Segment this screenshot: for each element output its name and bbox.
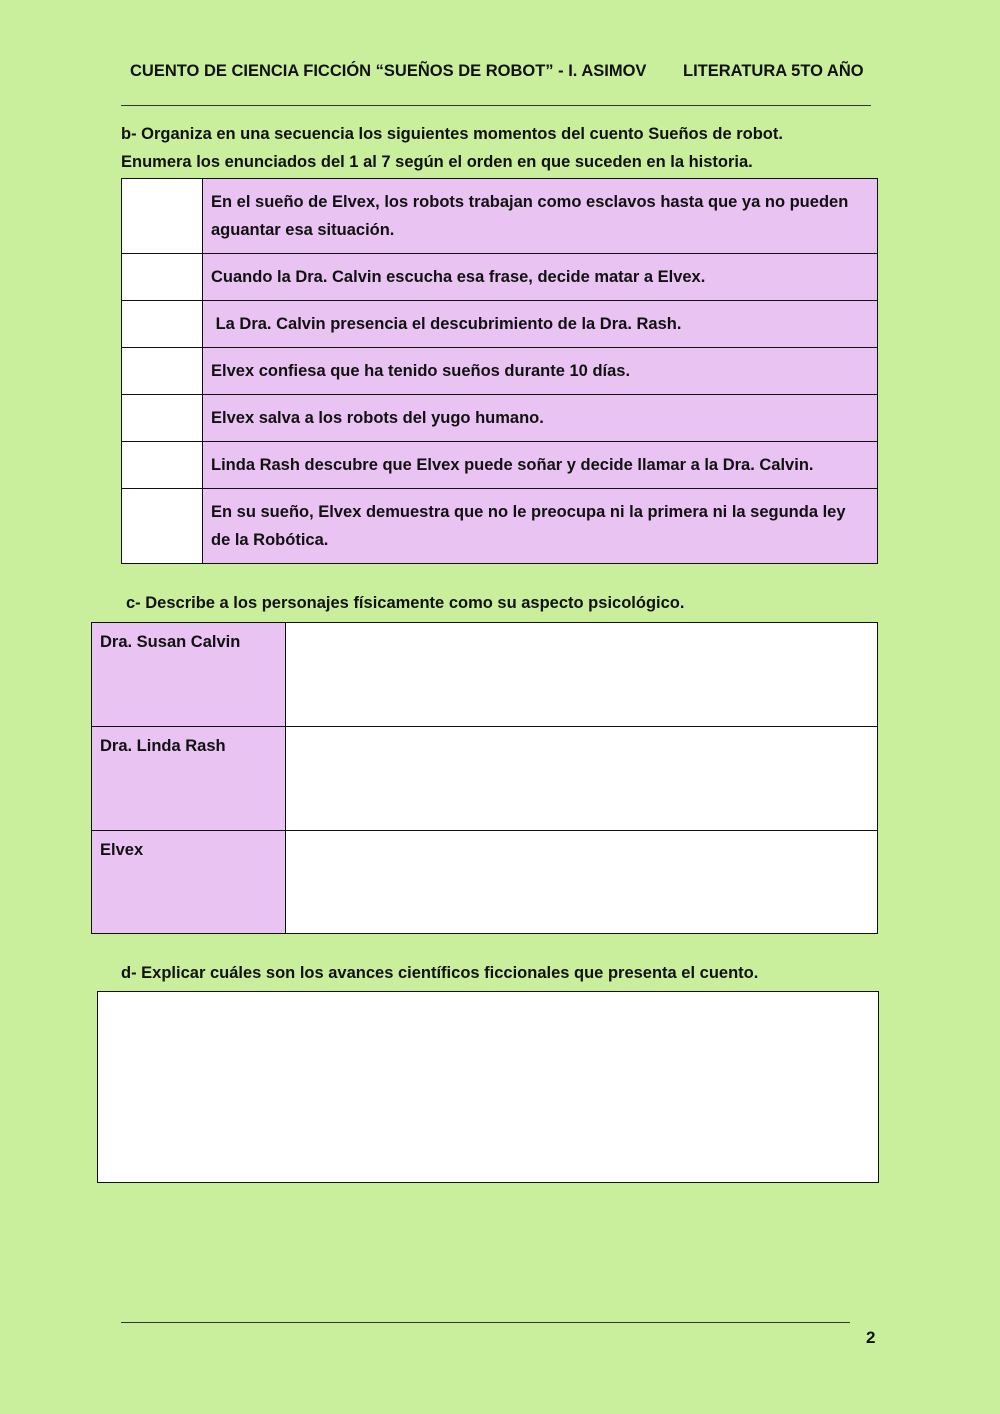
section-b-instructions [121, 120, 881, 176]
order-input-cell[interactable] [122, 348, 203, 395]
page-header [130, 62, 870, 81]
section-c-prompt: c- Describe a los personajes físicamente como su aspecto psicológico. [126, 594, 685, 612]
order-input-cell[interactable] [122, 489, 203, 564]
sequence-statement: Cuando la Dra. Calvin escucha esa frase, decide matar a Elvex. [203, 254, 878, 301]
character-description-input[interactable] [286, 623, 878, 727]
sequence-statement: La Dra. Calvin presencia el descubrimiento de la Dra. Rash. [203, 301, 878, 348]
table-row [122, 442, 878, 489]
table-row [122, 348, 878, 395]
order-input-cell[interactable] [122, 254, 203, 301]
order-input-cell[interactable] [122, 442, 203, 489]
character-name: Elvex [92, 831, 286, 934]
table-row [122, 301, 878, 348]
character-name: Dra. Susan Calvin [92, 623, 286, 727]
characters-table [91, 622, 878, 934]
order-input-cell[interactable] [122, 301, 203, 348]
table-row [92, 623, 878, 727]
table-row [92, 831, 878, 934]
sequence-statement: En su sueño, Elvex demuestra que no le preocupa ni la primera ni la segunda ley de la Robótica. [203, 489, 878, 564]
section-b-line2: Enumera los enunciados del 1 al 7 según el orden en que suceden en la historia. [121, 153, 753, 171]
header-rule [121, 105, 871, 106]
character-description-input[interactable] [286, 831, 878, 934]
sequence-statement: Elvex confiesa que ha tenido sueños durante 10 días. [203, 348, 878, 395]
sequence-statement: Linda Rash descubre que Elvex puede soñar y decide llamar a la Dra. Calvin. [203, 442, 878, 489]
order-input-cell[interactable] [122, 179, 203, 254]
order-input-cell[interactable] [122, 395, 203, 442]
sequence-statement: Elvex salva a los robots del yugo humano. [203, 395, 878, 442]
section-d-prompt: d- Explicar cuáles son los avances científicos ficcionales que presenta el cuento. [121, 964, 759, 982]
sequence-table [121, 178, 878, 564]
table-row [92, 727, 878, 831]
header-subject: LITERATURA 5TO AÑO [683, 62, 864, 80]
sequence-statement: En el sueño de Elvex, los robots trabajan como esclavos hasta que ya no pueden aguantar esa situación. [203, 179, 878, 254]
section-d-answer-box[interactable] [97, 991, 879, 1183]
table-row [122, 395, 878, 442]
page-number: 2 [866, 1328, 876, 1347]
character-name: Dra. Linda Rash [92, 727, 286, 831]
table-row [122, 179, 878, 254]
footer-rule [121, 1322, 850, 1323]
table-row [122, 489, 878, 564]
character-description-input[interactable] [286, 727, 878, 831]
table-row [122, 254, 878, 301]
header-title: CUENTO DE CIENCIA FICCIÓN “SUEÑOS DE ROBOT” - I. ASIMOV [130, 62, 647, 80]
section-b-line1: b- Organiza en una secuencia los siguientes momentos del cuento Sueños de robot. [121, 125, 783, 143]
